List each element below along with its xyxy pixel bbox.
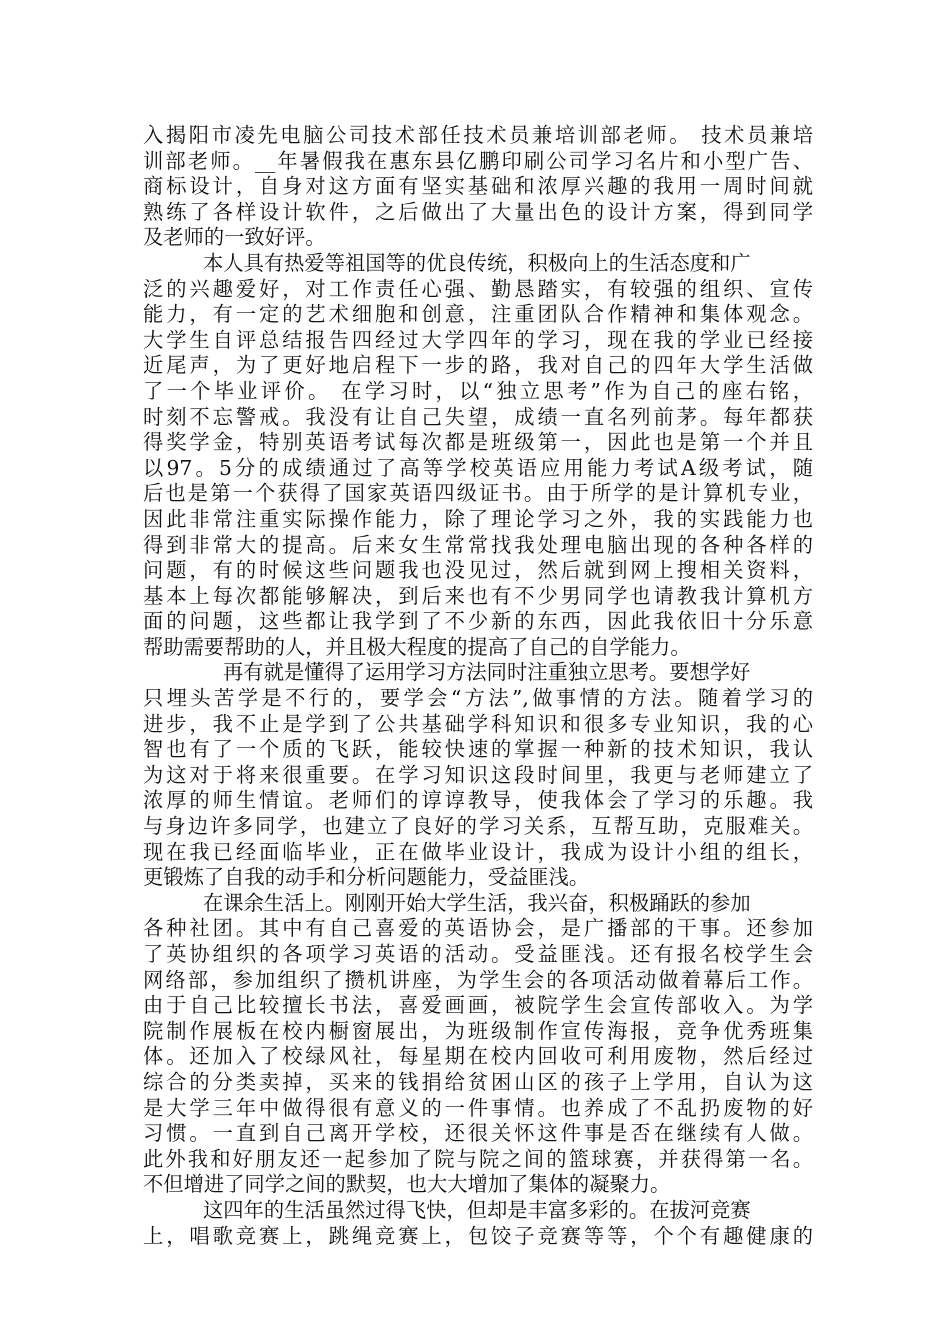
text-line: 得奖学金，特别英语考试每次都是班级第一，因此也是第一个并且 [143, 430, 813, 455]
text-line: 熟练了各样设计软件，之后做出了大量出色的设计方案，得到同学 [143, 199, 813, 224]
text-line: 得到非常大的提高。后来女生常常找我处理电脑出现的各种各样的 [143, 532, 813, 557]
text-line: 智也有了一个质的飞跃，能较快速的掌握一种新的技术知识，我认 [143, 737, 813, 762]
text-line: 以97。5分的成绩通过了高等学校英语应用能力考试A级考试，随 [143, 455, 813, 480]
text-line: 进步，我不止是学到了公共基础学科知识和很多专业知识，我的心 [143, 711, 813, 736]
text-line: 网络部，参加组织了攒机讲座，为学生会的各项活动做着幕后工作。 [143, 967, 813, 992]
text-line: 近尾声，为了更好地启程下一步的路，我对自己的四年大学生活做 [143, 353, 813, 378]
text-line: 习惯。一直到自己离开学校，还很关怀这件事是否在继续有人做。 [143, 1121, 813, 1146]
text-line: 因此非常注重实际操作能力，除了理论学习之外，我的实践能力也 [143, 506, 813, 531]
text-line: 及老师的一致好评。 [143, 225, 326, 250]
text-line: 本人具有热爱等祖国等的优良传统，积极向上的生活态度和广 [203, 250, 751, 275]
text-line: 后也是第一个获得了国家英语四级证书。由于所学的是计算机专业， [143, 481, 813, 506]
text-line: 帮助需要帮助的人，并且极大程度的提高了自己的自学能力。 [143, 634, 691, 659]
text-line: 入揭阳市凌先电脑公司技术部任技术员兼培训部老师。 技术员兼培 [143, 123, 813, 147]
text-line: 基本上每次都能够解决，到后来也有不少男同学也请教我计算机方 [143, 583, 813, 608]
text-line: 面的问题，这些都让我学到了不少新的东西，因此我依旧十分乐意 [143, 609, 813, 634]
text-line: 体。还加入了校绿风社，每星期在校内回收可利用废物，然后经过 [143, 1044, 813, 1069]
document-body-text [143, 123, 813, 1249]
text-line: 再有就是懂得了运用学习方法同时注重独立思考。要想学好 [223, 660, 751, 685]
text-line: 为这对于将来很重要。在学习知识这段时间里，我更与老师建立了 [143, 762, 813, 787]
text-line: 与身边许多同学，也建立了良好的学习关系，互帮互助，克服难关。 [143, 814, 813, 839]
text-line: 大学生自评总结报告四经过大学四年的学习，现在我的学业已经接 [143, 327, 813, 352]
text-line: 商标设计，自身对这方面有坚实基础和浓厚兴趣的我用一周时间就 [143, 174, 813, 199]
text-line: 院制作展板在校内橱窗展出，为班级制作宣传海报，竞争优秀班集 [143, 1018, 813, 1043]
text-line: 问题，有的时候这些问题我也没见过，然后就到网上搜相关资料， [143, 558, 813, 583]
text-line: 此外我和好朋友还一起参加了院与院之间的篮球赛，并获得第一名。 [143, 1146, 813, 1171]
text-line: 不但增进了同学之间的默契，也大大增加了集体的凝聚力。 [143, 1172, 671, 1197]
text-line: 了一个毕业评价。 在学习时，以“独立思考”作为自己的座右铭， [143, 378, 813, 403]
text-line: 泛的兴趣爱好，对工作责任心强、勤恳踏实，有较强的组织、宣传 [143, 276, 813, 301]
text-line: 浓厚的师生情谊。老师们的谆谆教导，使我体会了学习的乐趣。我 [143, 788, 813, 813]
text-line: 能力，有一定的艺术细胞和创意，注重团队合作精神和集体观念。 [143, 302, 813, 327]
text-line: 由于自己比较擅长书法，喜爱画画，被院学生会宣传部收入。为学 [143, 993, 813, 1018]
text-line: 了英协组织的各项学习英语的活动。受益匪浅。还有报名校学生会 [143, 942, 813, 966]
text-line: 是大学三年中做得很有意义的一件事情。也养成了不乱扔废物的好 [143, 1095, 813, 1120]
text-line: 这四年的生活虽然过得飞快，但却是丰富多彩的。在拔河竞赛 [203, 1197, 751, 1222]
text-line: 上，唱歌竞赛上，跳绳竞赛上，包饺子竞赛等等，个个有趣健康的 [143, 1223, 813, 1248]
text-line: 时刻不忘警戒。我没有让自己失望，成绩一直名列前茅。每年都获 [143, 404, 813, 429]
text-line: 只埋头苦学是不行的，要学会“方法”,做事情的方法。随着学习的 [143, 686, 813, 711]
text-line: 现在我已经面临毕业，正在做毕业设计，我成为设计小组的组长， [143, 839, 813, 864]
text-line: 训部老师。__年暑假我在惠东县亿鹏印刷公司学习名片和小型广告、 [143, 148, 813, 173]
text-line: 在课余生活上。刚刚开始大学生活，我兴奋，积极踊跃的参加 [203, 890, 751, 915]
text-line: 更锻炼了自我的动手和分析问题能力，受益匪浅。 [143, 865, 590, 890]
text-line: 综合的分类卖掉，买来的钱捐给贫困山区的孩子上学用，自认为这 [143, 1069, 813, 1094]
text-line: 各种社团。其中有自己喜爱的英语协会，是广播部的干事。还参加 [143, 916, 813, 941]
